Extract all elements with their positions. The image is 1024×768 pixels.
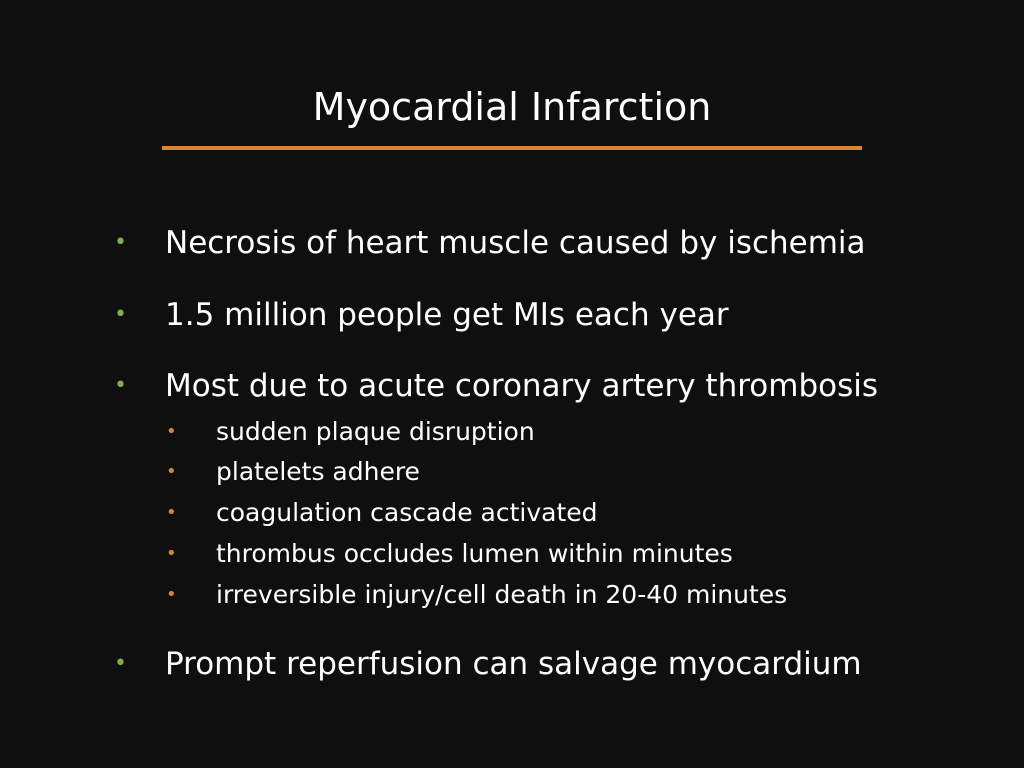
sub-bullet-text: platelets adhere: [216, 457, 420, 486]
bullet-icon: •: [114, 651, 127, 676]
bullet-text: Prompt reperfusion can salvage myocardium: [165, 646, 862, 682]
sub-bullet-text: coagulation cascade activated: [216, 498, 598, 527]
sub-bullet-icon: •: [166, 461, 177, 482]
sub-bullet-icon: •: [166, 543, 177, 564]
sub-bullet-icon: •: [166, 421, 177, 442]
sub-bullet-icon: •: [166, 584, 177, 605]
bullet-text: Necrosis of heart muscle caused by ischemia: [165, 225, 866, 261]
sub-bullet-text: thrombus occludes lumen within minutes: [216, 539, 733, 568]
bullet-icon: •: [114, 230, 127, 255]
bullet-icon: •: [114, 302, 127, 327]
sub-bullet-text: irreversible injury/cell death in 20-40 minutes: [216, 580, 788, 609]
bullet-icon: •: [114, 373, 127, 398]
sub-bullet-text: sudden plaque disruption: [216, 417, 535, 446]
bullet-text: Most due to acute coronary artery thrombosis: [165, 368, 878, 404]
sub-bullet-icon: •: [166, 502, 177, 523]
bullet-text: 1.5 million people get MIs each year: [165, 297, 729, 333]
slide-title: Myocardial Infarction: [312, 85, 712, 129]
